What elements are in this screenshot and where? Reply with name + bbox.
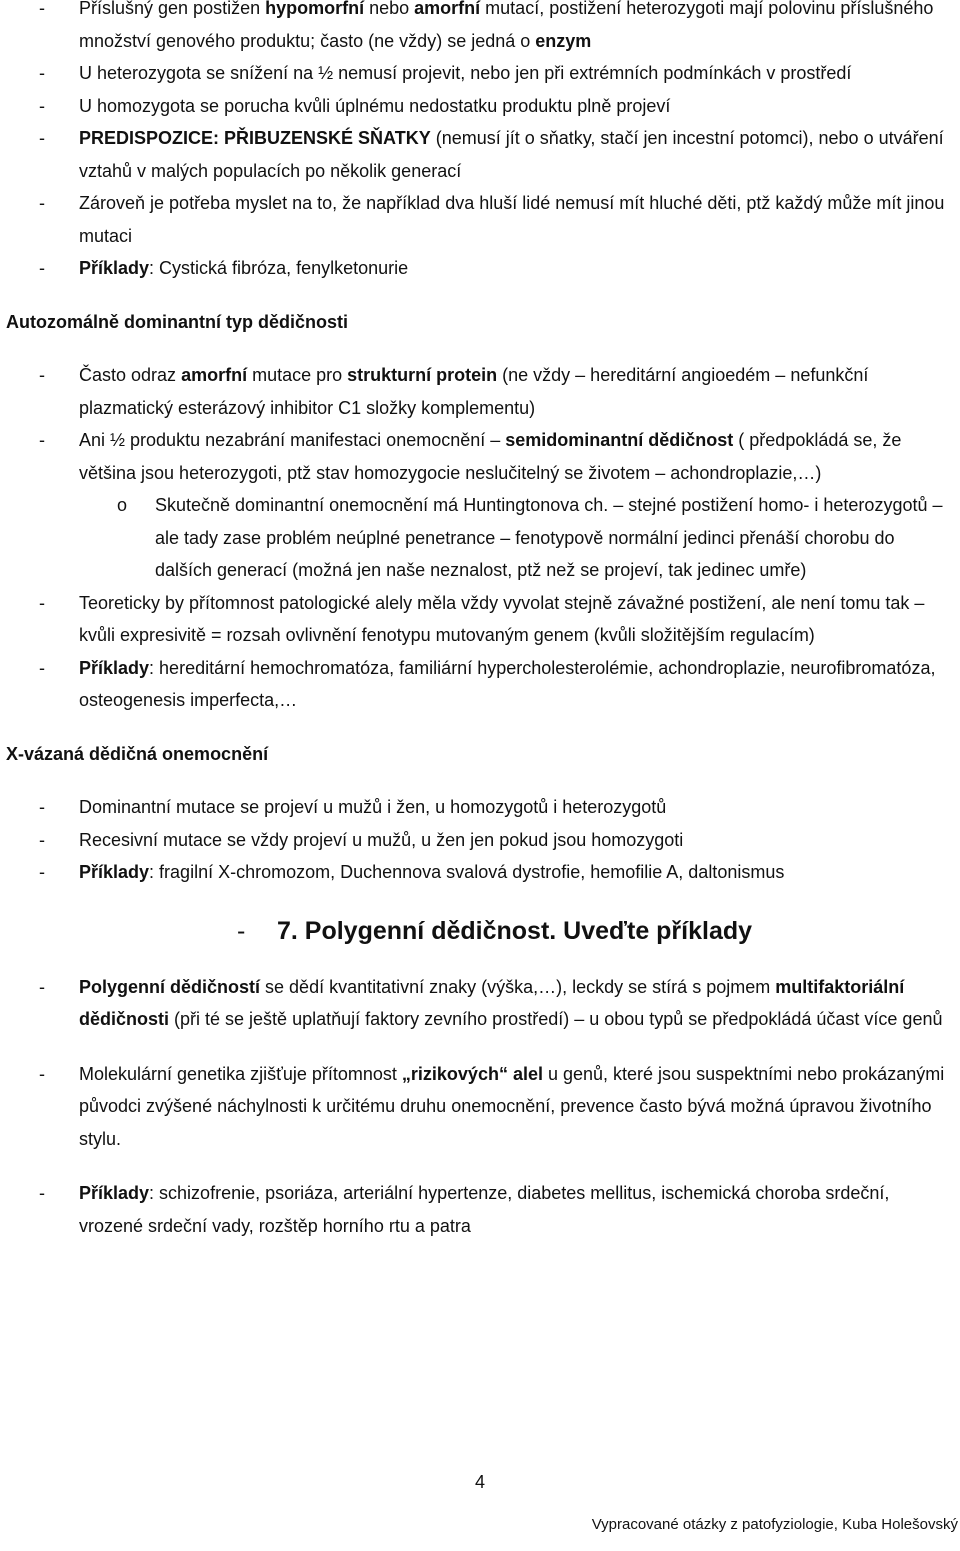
text-run: mutací, postižení heterozygoti mají polovinu příslušného množství genového produktu; často (ne vždy) se jedná o [79,0,934,51]
sub-list-item [6,489,954,587]
list-item [6,824,954,857]
list-item [6,652,954,717]
section-heading [6,913,954,949]
bold-text: Příklady [79,1183,150,1203]
list-item [6,57,954,90]
polygenic-list-3 [6,1177,954,1242]
text-run: Zároveň je potřeba myslet na to, že například dva hluší lidé nemusí mít hluché děti, ptž každý může mít jinou mutaci [79,193,945,246]
text-run: Recesivní mutace se vždy projeví u mužů, u žen jen pokud jsou homozygoti [79,829,684,850]
page-footer: Vypracované otázky z patofyziologie, Kuba Holešovský [591,1516,958,1533]
list-item [6,424,954,489]
page-number: 4 [474,1472,485,1492]
text-run: : fragilní X-chromozom, Duchennova svalová dystrofie, hemofilie A, daltonismus [149,862,785,882]
bold-text: „rizikových“ alel [401,1063,543,1084]
bold-text: amorfní [414,0,481,18]
text-run: (při té se ještě uplatňují faktory zevního prostředí) – u obou typů se předpokládá účast více genů [169,1009,943,1029]
bold-text: Příklady [79,657,150,678]
text-run: U homozygota se porucha kvůli úplnému nedostatku produktu plně projeví [79,95,671,116]
polygenic-list-1 [6,971,954,1036]
heading-x-linked: X-vázaná dědičná onemocnění [6,743,269,764]
text-run: Ani ½ produktu nezabrání manifestaci onemocnění – [79,430,506,450]
list-item [6,791,954,824]
list-item [6,856,954,889]
list-item [6,359,954,424]
bold-text: multifaktoriální dědičnosti [79,976,905,1029]
text-run: : schizofrenie, psoriáza, arteriální hypertenze, diabetes mellitus, ischemická choroba srdeční, vrozené srdeční vady, rozštěp horního rtu a patra [79,1183,890,1236]
text-run: se dědí kvantitativní znaky (výška,…), leckdy se stírá s pojmem [260,976,776,997]
bold-text: Příklady [79,258,150,278]
bold-text: Polygenní dědičností [79,976,261,997]
text-run: (ne vždy – hereditární angioedém – nefunkční plazmatický esterázový inhibitor C1 složky komplementu) [79,365,869,418]
text-run: : Cystická fibróza, fenylketonurie [149,258,409,278]
text-run: Příslušný gen postižen [79,0,266,18]
x-linked-list [6,791,954,889]
section-heading-dash: - [237,916,246,945]
list-item [6,90,954,123]
text-run: u genů, které jsou suspektními nebo prokázanými původci zvýšené náchylnosti k určitému druhu onemocnění, prevence často bývá možná úpravou životního stylu. [79,1063,945,1149]
autosomal-dominant-list-a [6,359,954,489]
bold-text: Příklady [79,862,150,882]
text-run: : hereditární hemochromatóza, familiární hypercholesterolémie, achondroplazie, neurofibromatóza, osteogenesis imperfecta,… [79,657,936,710]
list-item [6,252,954,285]
bold-text: semidominantní dědičnost [505,430,734,450]
text-run: nebo [364,0,415,18]
text-run: mutace pro [247,365,348,385]
bold-text: amorfní [181,365,248,385]
list-item [6,187,954,252]
list-item [6,971,954,1036]
autosomal-dominant-list-b [6,587,954,717]
bold-text: PREDISPOZICE: PŘIBUZENSKÉ SŇATKY [79,128,431,148]
text-run: U heterozygota se snížení na ½ nemusí projevit, nebo jen při extrémních podmínkách v prostředí [79,63,852,83]
list-item [6,1058,954,1156]
bold-text: strukturní protein [347,365,498,385]
autosomal-dominant-sublist [6,489,954,587]
list-item [6,122,954,187]
text-run: Skutečně dominantní onemocnění má Huntingtonova ch. – stejné postižení homo- i heterozygotů – ale tady zase problém neúplné penetrance – fenotypově normální jedinci přenáší chorobu do dalších generací (možná jen naše neznalost, ptž než se projeví, tak jedinec umře) [155,495,943,580]
polygenic-list-2 [6,1058,954,1156]
list-item [6,0,954,57]
dominant-recessive-list [6,0,954,285]
section-heading-text: 7. Polygenní dědičnost. Uveďte příklady [277,916,753,945]
list-item [6,1177,954,1242]
bold-text: hypomorfní [265,0,365,18]
heading-autosomal-dominant: Autozomálně dominantní typ dědičnosti [6,311,348,332]
text-run: Často odraz [79,365,182,385]
text-run: (nemusí jít o sňatky, stačí jen incestní potomci), nebo o utváření vztahů v malých populacích po několik generací [79,128,944,181]
text-run: ( předpokládá se, že většina jsou heterozygoti, ptž stav homozygocie neslučitelný se životem – achondroplazie,…) [79,430,902,483]
list-item [6,587,954,652]
text-run: Teoreticky by přítomnost patologické alely měla vždy vyvolat stejně závažné postižení, ale není tomu tak – kvůli expresivitě = rozsah ovlivnění fenotypu mutovaným genem (kvůli složitějším regulacím) [79,592,925,645]
text-run: Molekulární genetika zjišťuje přítomnost [79,1063,402,1084]
bold-text: enzym [535,30,592,51]
text-run: Dominantní mutace se projeví u mužů i žen, u homozygotů i heterozygotů [79,797,667,817]
